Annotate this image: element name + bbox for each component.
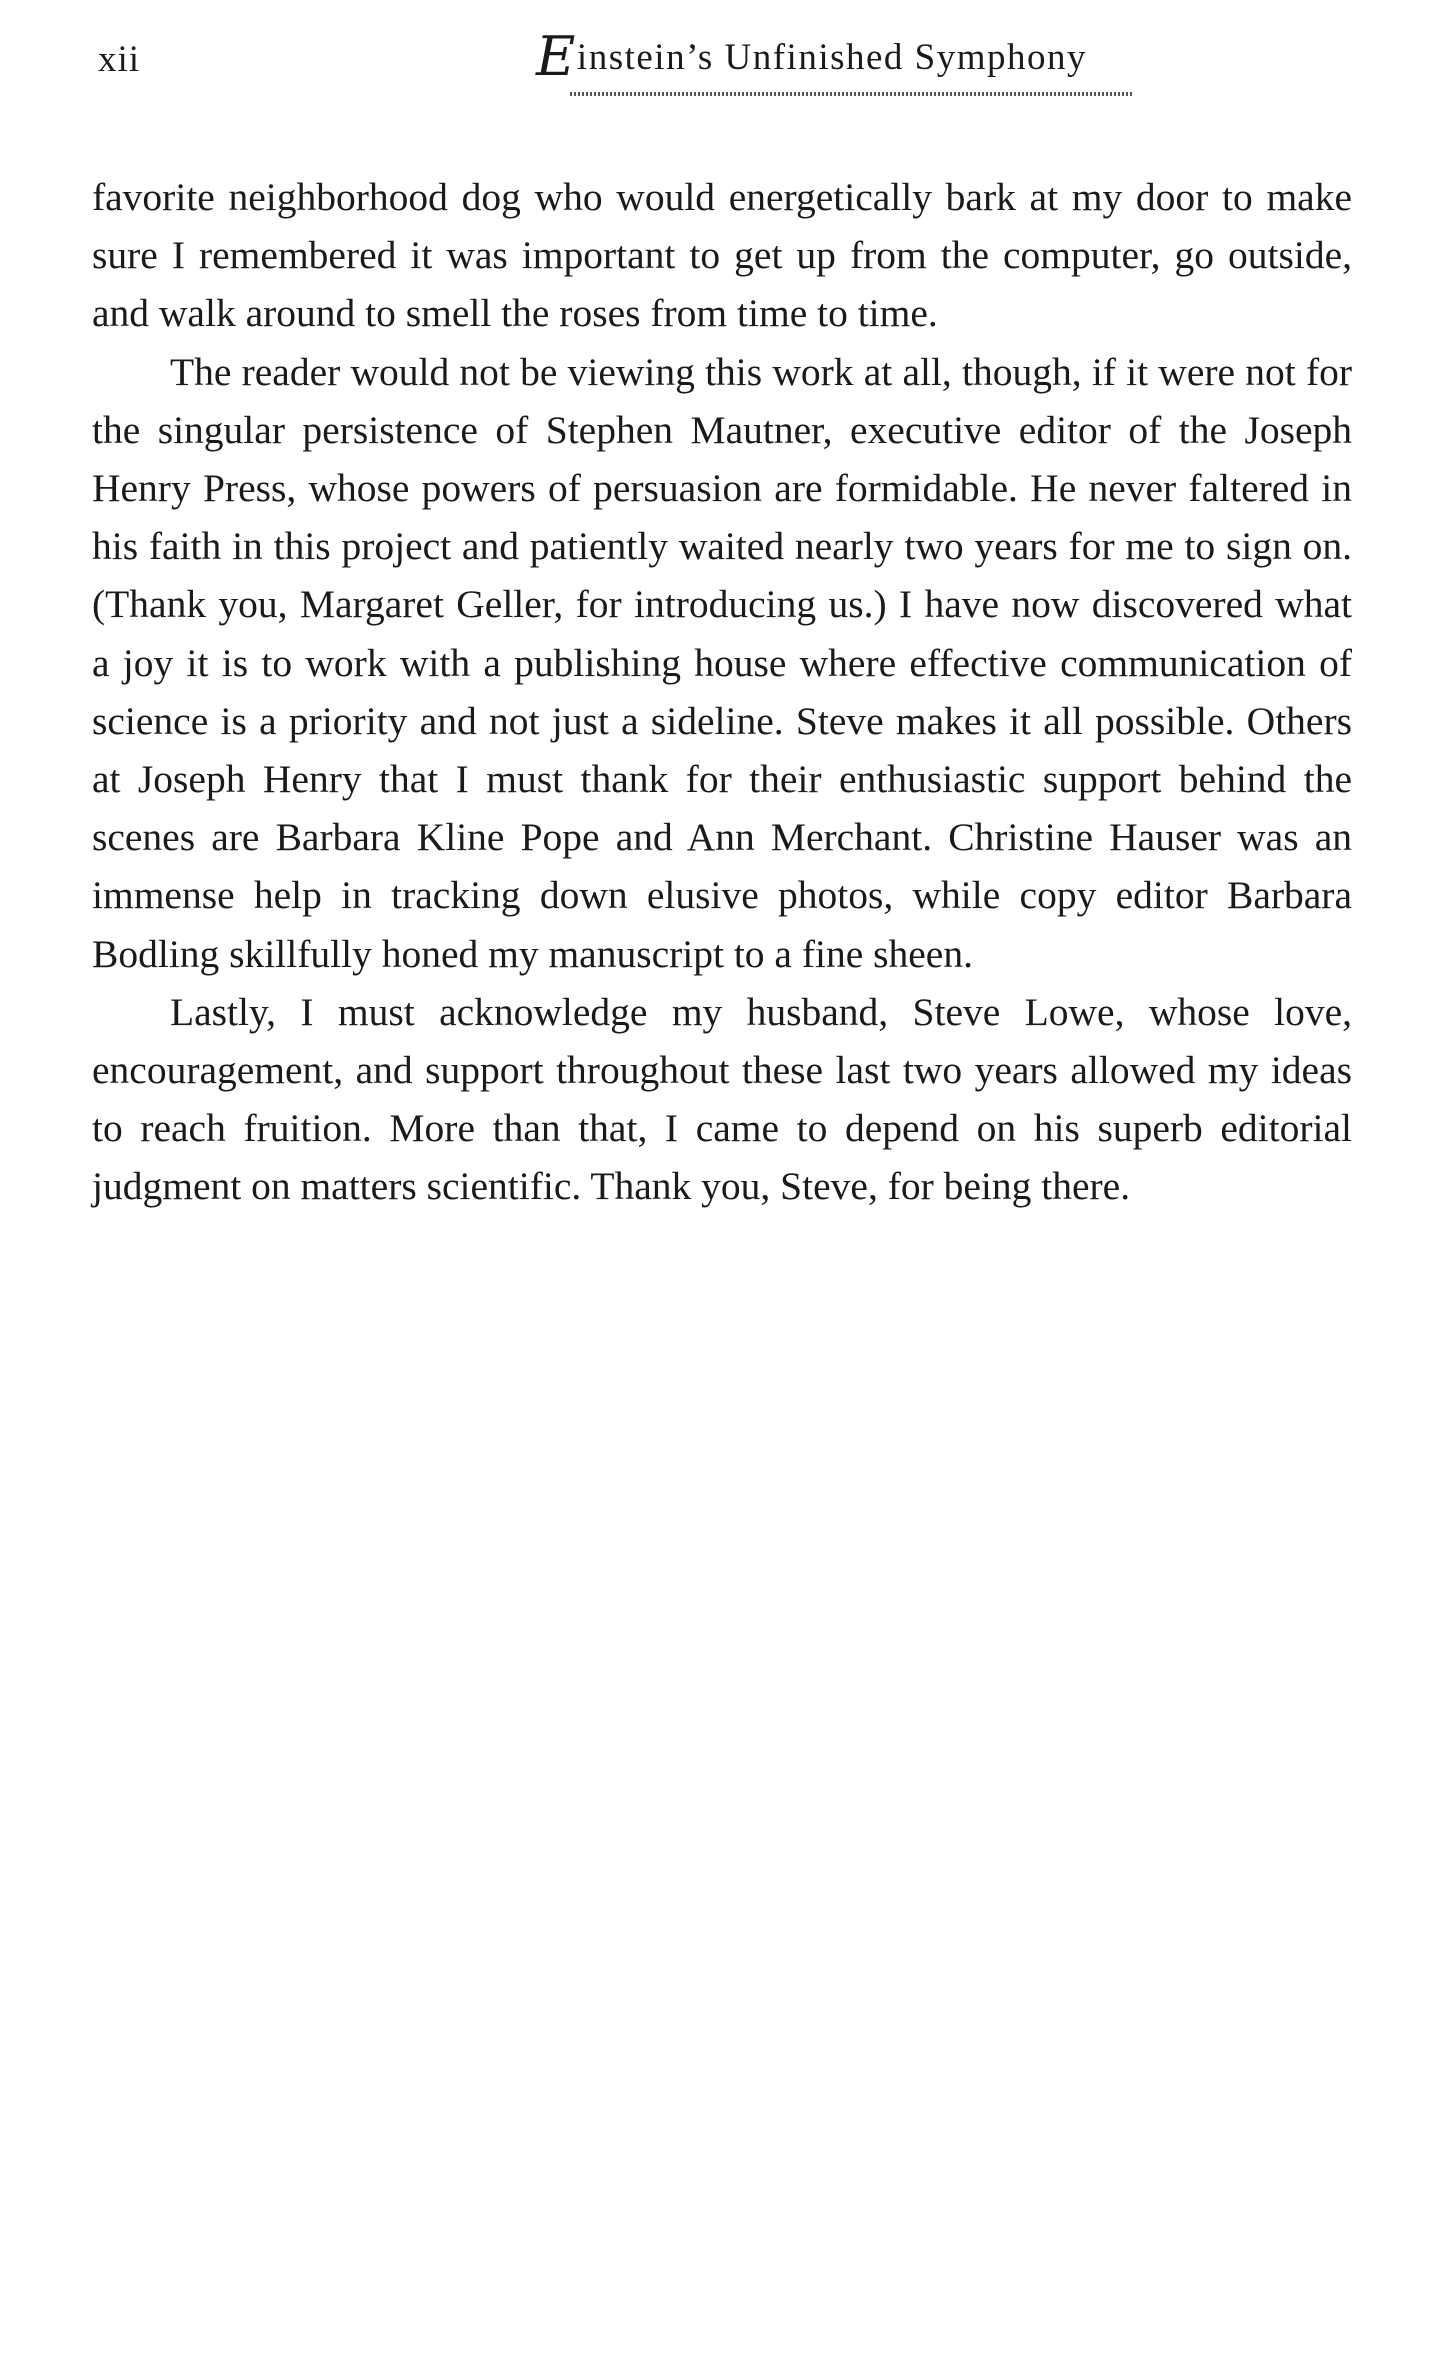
running-head	[536, 25, 1136, 100]
paragraph: The reader would not be viewing this work at all, though, if it were not for the singular persistence of Stephen Mautner, executive editor of the Joseph Henry Press, whose powers of persuasion are formidable. He never faltered in his faith in this project and patiently waited nearly two years for me to sign on. (Thank you, Margaret Geller, for introducing us.) I have now discovered what a joy it is to work with a publishing house where effective communication of science is a priority and not just a sideline. Steve makes it all possible. Others at Joseph Henry that I must thank for their enthusiastic support behind the scenes are Barbara Kline Pope and Ann Merchant. Christine Hauser was an immense help in tracking down elusive photos, while copy editor Barbara Bodling skillfully honed my manuscript to a fine sheen.	[92, 349, 1352, 976]
paragraph-continued: favorite neighborhood dog who would energetically bark at my door to make sure I remembered it was important to get up from the computer, go outside, and walk around to smell the roses from time to time.	[92, 175, 1352, 336]
body-text	[92, 168, 1352, 1216]
page-number: xii	[98, 39, 141, 80]
decorative-initial: E	[536, 25, 577, 88]
running-head-title: instein’s Unfinished Symphony	[576, 37, 1088, 78]
page-header	[98, 25, 1358, 100]
paragraph: Lastly, I must acknowledge my husband, Steve Lowe, whose love, encouragement, and support throughout these last two years allowed my ideas to reach fruition. More than that, I came to depend on his superb editorial judgment on matters scientific. Thank you, Steve, for being there.	[92, 989, 1352, 1209]
header-rule	[570, 92, 1134, 96]
